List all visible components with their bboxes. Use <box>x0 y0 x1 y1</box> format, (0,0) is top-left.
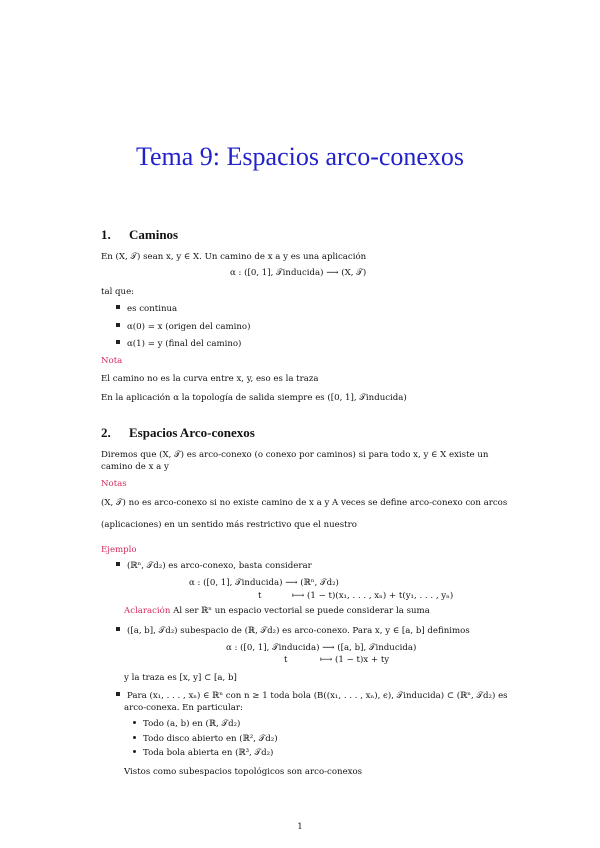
section-title: Caminos <box>129 227 179 242</box>
bullet-icon <box>116 627 120 631</box>
section-heading-caminos <box>101 227 178 243</box>
dot-icon <box>133 721 136 724</box>
s1-bullet-2: α(0) = x (origen del camino) <box>116 322 250 332</box>
example-1-map-row-2-image: ⟼ (1 − t)(x₁, . . . , xₙ) + t(y₁, . . . , yₙ) <box>292 591 454 601</box>
bullet-icon <box>116 305 120 309</box>
dot-icon <box>133 736 136 739</box>
dot-icon <box>133 750 136 753</box>
bullet-icon <box>116 323 120 327</box>
example-1: (ℝⁿ, 𝒯d₂) es arco-conexo, basta considerar <box>116 561 312 571</box>
section-number: 1. <box>101 227 111 242</box>
sub-item-2: Todo disco abierto en (ℝ², 𝒯d₂) <box>133 734 278 744</box>
s2-definition-line-1: Diremos que (X, 𝒯) es arco-conexo (o conexo por caminos) si para todo x, y ∈ X existe un <box>101 450 489 460</box>
bullet-icon <box>116 340 120 344</box>
page-number: 1 <box>297 822 303 832</box>
example-3-line-2: arco-conexa. En particular: <box>124 703 243 713</box>
s1-bullet-1: es continua <box>116 304 177 314</box>
s1-nota-line-1: El camino no es la curva entre x, y, eso es la traza <box>101 374 319 384</box>
bullet-icon <box>116 692 120 696</box>
example-2-map-row-2-var: t <box>284 655 288 665</box>
s1-intro: En (X, 𝒯) sean x, y ∈ X. Un camino de x a y es una aplicación <box>101 252 367 262</box>
s1-tal-que: tal que: <box>101 287 135 297</box>
sub-item-1: Todo (a, b) en (ℝ, 𝒯d₂) <box>133 719 240 729</box>
example-1-map-row-2-var: t <box>258 591 262 601</box>
s1-map: α : ([0, 1], 𝒯inducida) ⟶ (X, 𝒯) <box>230 268 367 278</box>
aclaracion-label: Aclaración <box>124 606 171 616</box>
aclaracion-text: Al ser ℝⁿ un espacio vectorial se puede considerar la suma <box>173 606 430 616</box>
example-1-map-row-1: α : ([0, 1], 𝒯inducida) ⟶ (ℝⁿ, 𝒯d₂) <box>189 578 339 588</box>
aclaracion <box>124 606 430 616</box>
vistos-line: Vistos como subespacios topológicos son arco-conexos <box>124 767 363 777</box>
section-heading-arco-conexos <box>101 425 255 441</box>
example-2: ([a, b], 𝒯d₂) subespacio de (ℝ, 𝒯d₂) es arco-conexo. Para x, y ∈ [a, b] definimos <box>116 626 470 636</box>
s2-notas-label: Notas <box>101 479 127 489</box>
example-2-map-row-2-image: ⟼ (1 − t)x + ty <box>320 655 390 665</box>
section-title: Espacios Arco-conexos <box>129 425 255 440</box>
s1-nota-line-2: En la aplicación α la topología de salida siempre es ([0, 1], 𝒯inducida) <box>101 393 407 403</box>
s2-notas-line-2: (aplicaciones) en un sentido más restrictivo que el nuestro <box>101 520 357 530</box>
section-number: 2. <box>101 425 111 440</box>
document-title: Tema 9: Espacios arco-conexos <box>135 142 465 171</box>
sub-item-3: Toda bola abierta en (ℝ³, 𝒯d₂) <box>133 748 273 758</box>
s2-notas-line-1: (X, 𝒯) no es arco-conexo si no existe camino de x a y A veces se define arco-conexo con arcos <box>101 498 508 508</box>
traza-line: y la traza es [x, y] ⊂ [a, b] <box>124 673 237 683</box>
s2-ejemplo-label: Ejemplo <box>101 545 137 555</box>
s1-nota-label: Nota <box>101 356 123 366</box>
s2-definition-line-2: camino de x a y <box>101 462 169 472</box>
bullet-icon <box>116 562 120 566</box>
example-3-line-1: Para (x₁, . . . , xₙ) ∈ ℝⁿ con n ≥ 1 toda bola (B((x₁, . . . , xₙ), ϵ), 𝒯inducida) ⊂ (ℝⁿ, 𝒯d₂) es <box>116 691 508 701</box>
example-2-map-row-1: α : ([0, 1], 𝒯inducida) ⟶ ([a, b], 𝒯inducida) <box>226 643 417 653</box>
s1-bullet-3: α(1) = y (final del camino) <box>116 339 241 349</box>
